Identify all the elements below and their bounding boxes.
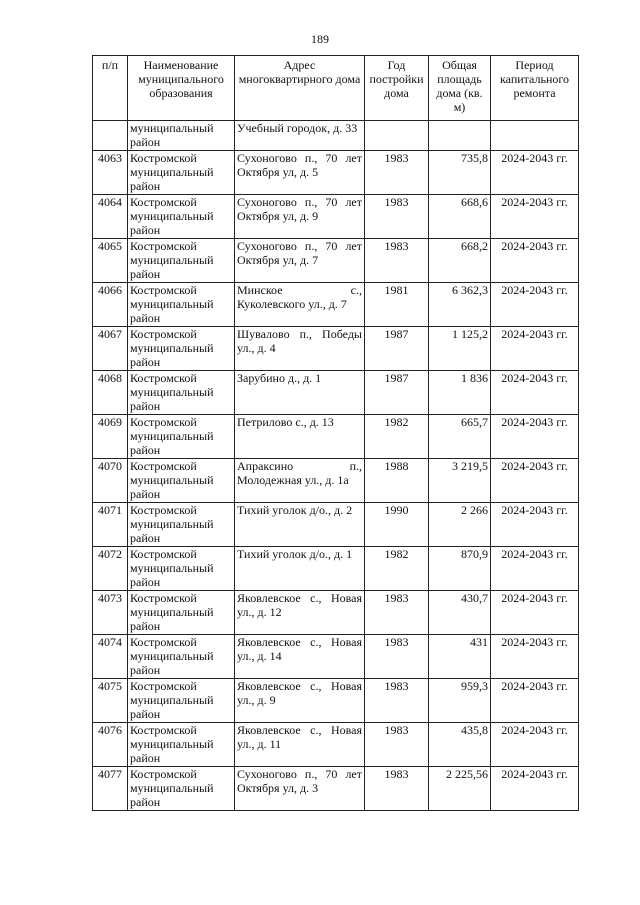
cell-year: 1990 [365, 503, 429, 547]
cell-address: Яковлевское с., Новая ул., д. 12 [235, 591, 365, 635]
cell-num: 4065 [93, 239, 128, 283]
cell-address: Тихий уголок д/о., д. 2 [235, 503, 365, 547]
table-row [93, 503, 579, 547]
cell-period: 2024-2043 гг. [491, 503, 579, 547]
cell-address: Сухоногово п., 70 лет Октября ул, д. 3 [235, 767, 365, 811]
cell-address: Апраксино п., Молодежная ул., д. 1а [235, 459, 365, 503]
cell-num [93, 121, 128, 151]
cell-district: Костромской муниципальный район [128, 591, 235, 635]
table-row [93, 679, 579, 723]
table-row [93, 195, 579, 239]
cell-period: 2024-2043 гг. [491, 327, 579, 371]
cell-year: 1982 [365, 547, 429, 591]
cell-district: Костромской муниципальный район [128, 503, 235, 547]
cell-num: 4063 [93, 151, 128, 195]
cell-num: 4068 [93, 371, 128, 415]
table-body [93, 121, 579, 811]
cell-period: 2024-2043 гг. [491, 195, 579, 239]
cell-num: 4069 [93, 415, 128, 459]
table-row [93, 239, 579, 283]
cell-district: Костромской муниципальный район [128, 283, 235, 327]
header-district: Наименование муниципального образования [128, 56, 235, 121]
cell-year: 1983 [365, 239, 429, 283]
cell-period: 2024-2043 гг. [491, 283, 579, 327]
cell-period: 2024-2043 гг. [491, 635, 579, 679]
cell-year: 1983 [365, 195, 429, 239]
table-row [93, 459, 579, 503]
cell-area: 6 362,3 [429, 283, 491, 327]
cell-area: 735,8 [429, 151, 491, 195]
cell-district: Костромской муниципальный район [128, 239, 235, 283]
cell-district: Костромской муниципальный район [128, 679, 235, 723]
cell-period: 2024-2043 гг. [491, 723, 579, 767]
cell-num: 4073 [93, 591, 128, 635]
cell-period: 2024-2043 гг. [491, 371, 579, 415]
cell-district: Костромской муниципальный район [128, 195, 235, 239]
cell-area: 430,7 [429, 591, 491, 635]
header-row [93, 56, 579, 121]
cell-num: 4070 [93, 459, 128, 503]
cell-area: 3 219,5 [429, 459, 491, 503]
table-row [93, 591, 579, 635]
housing-registry-table [92, 55, 579, 811]
cell-year: 1983 [365, 767, 429, 811]
cell-area: 2 225,56 [429, 767, 491, 811]
cell-area: 1 836 [429, 371, 491, 415]
table-row [93, 283, 579, 327]
cell-area: 431 [429, 635, 491, 679]
page-number: 189 [311, 32, 329, 46]
cell-period: 2024-2043 гг. [491, 679, 579, 723]
cell-address: Петрилово с., д. 13 [235, 415, 365, 459]
cell-area: 2 266 [429, 503, 491, 547]
cell-address: Сухоногово п., 70 лет Октября ул, д. 9 [235, 195, 365, 239]
cell-address: Тихий уголок д/о., д. 1 [235, 547, 365, 591]
cell-period: 2024-2043 гг. [491, 767, 579, 811]
cell-area: 959,3 [429, 679, 491, 723]
table-row [93, 151, 579, 195]
cell-num: 4076 [93, 723, 128, 767]
cell-period: 2024-2043 гг. [491, 547, 579, 591]
cell-address: Яковлевское с., Новая ул., д. 11 [235, 723, 365, 767]
cell-area [429, 121, 491, 151]
cell-area: 870,9 [429, 547, 491, 591]
cell-num: 4066 [93, 283, 128, 327]
table-row [93, 723, 579, 767]
cell-period: 2024-2043 гг. [491, 415, 579, 459]
cell-year: 1981 [365, 283, 429, 327]
cell-address: Сухоногово п., 70 лет Октября ул, д. 7 [235, 239, 365, 283]
cell-district: Костромской муниципальный район [128, 547, 235, 591]
header-year: Год постройки дома [365, 56, 429, 121]
cell-district: Костромской муниципальный район [128, 767, 235, 811]
cell-year: 1987 [365, 327, 429, 371]
cell-address: Сухоногово п., 70 лет Октября ул, д. 5 [235, 151, 365, 195]
cell-num: 4077 [93, 767, 128, 811]
cell-district: Костромской муниципальный район [128, 723, 235, 767]
cell-period: 2024-2043 гг. [491, 239, 579, 283]
cell-address: Зарубино д., д. 1 [235, 371, 365, 415]
table-row [93, 371, 579, 415]
header-area: Общая площадь дома (кв. м) [429, 56, 491, 121]
cell-year: 1982 [365, 415, 429, 459]
cell-district: Костромской муниципальный район [128, 459, 235, 503]
header-address: Адрес многоквартирного дома [235, 56, 365, 121]
header-num: п/п [93, 56, 128, 121]
cell-area: 1 125,2 [429, 327, 491, 371]
table-row [93, 635, 579, 679]
cell-num: 4067 [93, 327, 128, 371]
cell-year [365, 121, 429, 151]
cell-area: 668,2 [429, 239, 491, 283]
cell-district: Костромской муниципальный район [128, 371, 235, 415]
cell-area: 435,8 [429, 723, 491, 767]
cell-period: 2024-2043 гг. [491, 151, 579, 195]
cell-period [491, 121, 579, 151]
cell-year: 1983 [365, 635, 429, 679]
cell-year: 1983 [365, 591, 429, 635]
cell-year: 1983 [365, 679, 429, 723]
cell-num: 4064 [93, 195, 128, 239]
cell-area: 668,6 [429, 195, 491, 239]
cell-num: 4075 [93, 679, 128, 723]
header-period: Период капитального ремонта [491, 56, 579, 121]
cell-year: 1983 [365, 723, 429, 767]
table-row [93, 327, 579, 371]
cell-district: Костромской муниципальный район [128, 151, 235, 195]
cell-num: 4074 [93, 635, 128, 679]
cell-year: 1983 [365, 151, 429, 195]
cell-district: Костромской муниципальный район [128, 635, 235, 679]
cell-district: Костромской муниципальный район [128, 415, 235, 459]
cell-address: Учебный городок, д. 33 [235, 121, 365, 151]
cell-period: 2024-2043 гг. [491, 591, 579, 635]
table-row [93, 767, 579, 811]
cell-address: Яковлевское с., Новая ул., д. 9 [235, 679, 365, 723]
table-row [93, 547, 579, 591]
cell-num: 4072 [93, 547, 128, 591]
cell-district: муниципальный район [128, 121, 235, 151]
table-row [93, 415, 579, 459]
cell-address: Минское с., Куколевского ул., д. 7 [235, 283, 365, 327]
table-header [93, 56, 579, 121]
cell-num: 4071 [93, 503, 128, 547]
cell-address: Яковлевское с., Новая ул., д. 14 [235, 635, 365, 679]
table-row-continuation [93, 121, 579, 151]
cell-period: 2024-2043 гг. [491, 459, 579, 503]
cell-address: Шувалово п., Победы ул., д. 4 [235, 327, 365, 371]
cell-year: 1988 [365, 459, 429, 503]
cell-year: 1987 [365, 371, 429, 415]
cell-area: 665,7 [429, 415, 491, 459]
cell-district: Костромской муниципальный район [128, 327, 235, 371]
